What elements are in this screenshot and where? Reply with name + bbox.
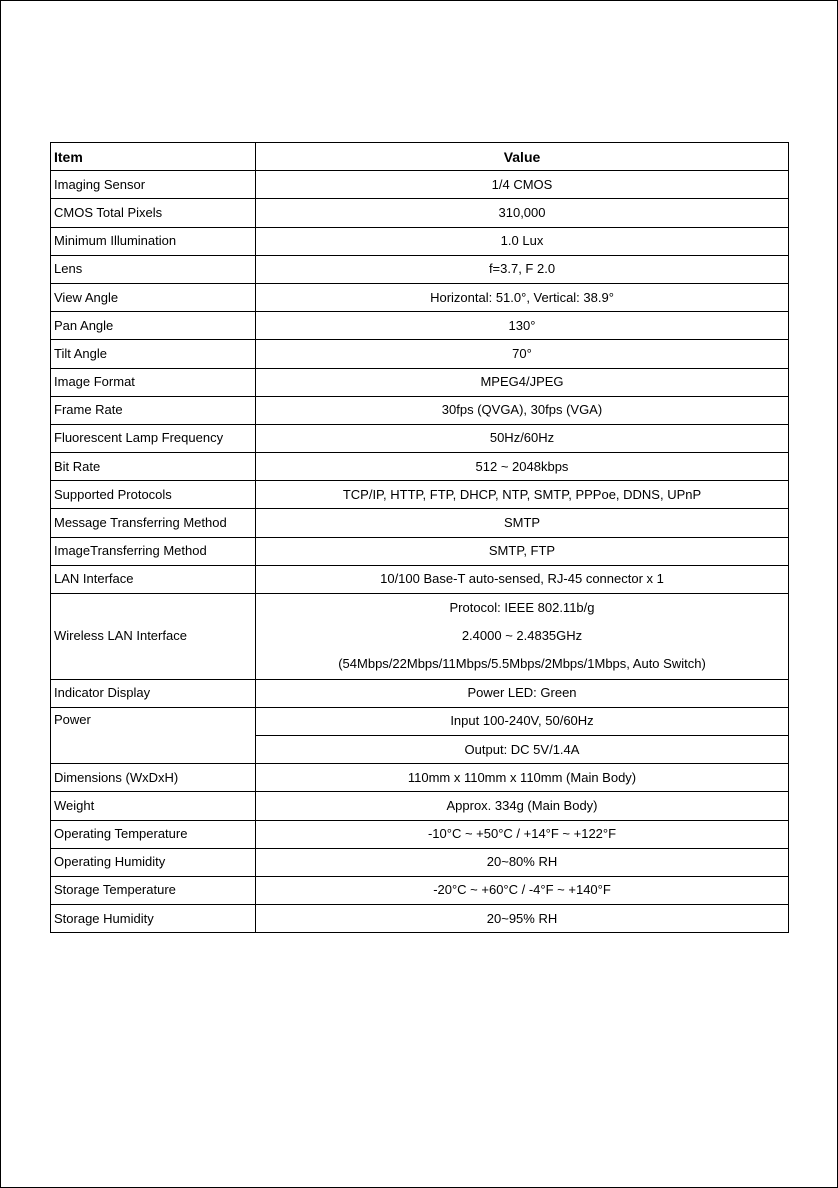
table-row — [51, 481, 789, 509]
row-item: Minimum Illumination — [51, 227, 256, 255]
row-item: Wireless LAN Interface — [51, 594, 256, 680]
row-value: 30fps (QVGA), 30fps (VGA) — [256, 396, 789, 424]
row-item: Image Format — [51, 368, 256, 396]
table-row — [51, 283, 789, 311]
table-row — [51, 199, 789, 227]
table-row — [51, 820, 789, 848]
row-item: Fluorescent Lamp Frequency — [51, 424, 256, 452]
table-row — [51, 368, 789, 396]
table-row — [51, 537, 789, 565]
row-item: Operating Humidity — [51, 848, 256, 876]
row-value: 1/4 CMOS — [256, 171, 789, 199]
table-row — [51, 312, 789, 340]
table-row — [51, 905, 789, 933]
header-value: Value — [256, 143, 789, 171]
row-value: TCP/IP, HTTP, FTP, DHCP, NTP, SMTP, PPPoe, DDNS, UPnP — [256, 481, 789, 509]
row-item: CMOS Total Pixels — [51, 199, 256, 227]
row-value: 20~95% RH — [256, 905, 789, 933]
row-value: 1.0 Lux — [256, 227, 789, 255]
row-item: Power — [51, 707, 256, 763]
power-input: Input 100-240V, 50/60Hz — [256, 707, 789, 735]
row-value: f=3.7, F 2.0 — [256, 255, 789, 283]
row-value: 110mm x 110mm x 110mm (Main Body) — [256, 764, 789, 792]
wireless-frequency: 2.4000 ~ 2.4835GHz — [461, 628, 583, 644]
row-value: Horizontal: 51.0°, Vertical: 38.9° — [256, 283, 789, 311]
table-header-row — [51, 143, 789, 171]
table-row — [51, 227, 789, 255]
row-value: 10/100 Base-T auto-sensed, RJ-45 connector x 1 — [256, 565, 789, 593]
table-row-wireless — [51, 594, 789, 680]
row-item: Tilt Angle — [51, 340, 256, 368]
row-item: View Angle — [51, 283, 256, 311]
table-row — [51, 396, 789, 424]
row-value: 70° — [256, 340, 789, 368]
table-row — [51, 876, 789, 904]
row-item: Message Transferring Method — [51, 509, 256, 537]
row-item: Supported Protocols — [51, 481, 256, 509]
row-item: Weight — [51, 792, 256, 820]
spec-table — [50, 142, 789, 933]
row-value: 512 ~ 2048kbps — [256, 453, 789, 481]
table-row — [51, 565, 789, 593]
wireless-protocol: Protocol: IEEE 802.11b/g — [449, 600, 595, 615]
table-row — [51, 424, 789, 452]
row-item: LAN Interface — [51, 565, 256, 593]
table-row — [51, 255, 789, 283]
row-item: Dimensions (WxDxH) — [51, 764, 256, 792]
row-value: MPEG4/JPEG — [256, 368, 789, 396]
row-value: Power LED: Green — [256, 679, 789, 707]
row-item: Bit Rate — [51, 453, 256, 481]
row-item: Operating Temperature — [51, 820, 256, 848]
header-item: Item — [51, 143, 256, 171]
table-row-indicator — [51, 679, 789, 707]
table-row — [51, 792, 789, 820]
wireless-rates: (54Mbps/22Mbps/11Mbps/5.5Mbps/2Mbps/1Mbps, Auto Switch) — [338, 656, 706, 672]
row-value: 20~80% RH — [256, 848, 789, 876]
row-item: Storage Humidity — [51, 905, 256, 933]
row-value: -20°C ~ +60°C / -4°F ~ +140°F — [256, 876, 789, 904]
table-row — [51, 764, 789, 792]
row-item: Imaging Sensor — [51, 171, 256, 199]
row-value: Approx. 334g (Main Body) — [256, 792, 789, 820]
row-value: 50Hz/60Hz — [256, 424, 789, 452]
table-row — [51, 509, 789, 537]
row-value: -10°C ~ +50°C / +14°F ~ +122°F — [256, 820, 789, 848]
row-value: SMTP — [256, 509, 789, 537]
table-row — [51, 171, 789, 199]
table-row-power — [51, 707, 789, 735]
row-value-multiline — [256, 594, 789, 680]
table-row — [51, 453, 789, 481]
power-output: Output: DC 5V/1.4A — [256, 735, 789, 763]
row-item: ImageTransferring Method — [51, 537, 256, 565]
row-value: 130° — [256, 312, 789, 340]
row-item: Indicator Display — [51, 679, 256, 707]
row-item: Frame Rate — [51, 396, 256, 424]
row-item: Lens — [51, 255, 256, 283]
row-value: 310,000 — [256, 199, 789, 227]
table-row — [51, 340, 789, 368]
table-row — [51, 848, 789, 876]
row-value: SMTP, FTP — [256, 537, 789, 565]
row-item: Storage Temperature — [51, 876, 256, 904]
row-item: Pan Angle — [51, 312, 256, 340]
